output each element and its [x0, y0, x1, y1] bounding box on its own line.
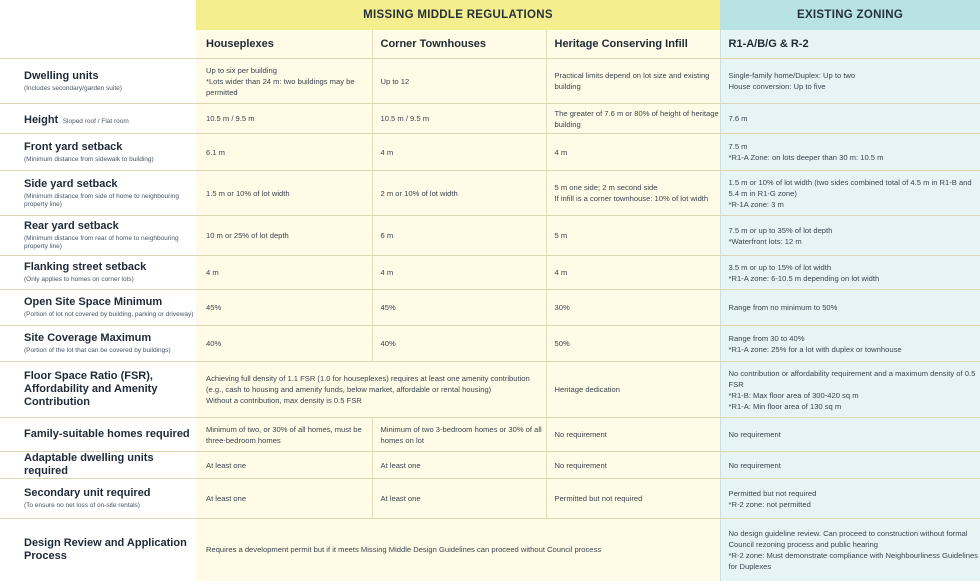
cell-existing: 7.5 m or up to 35% of lot depth *Waterfront lots: 12 m	[720, 216, 980, 256]
row-label-site-coverage: Site Coverage Maximum (Portion of the lot that can be covered by buildings)	[0, 326, 196, 362]
row-label-secondary-unit: Secondary unit required (To ensure no net loss of on-site rentals)	[0, 479, 196, 519]
cell-corner-townhouses: 4 m	[372, 134, 546, 171]
cell-corner-townhouses: Minimum of two 3-bedroom homes or 30% of all homes on lot	[372, 418, 546, 452]
cell-missing-middle-process: Requires a development permit but if it meets Missing Middle Design Guidelines can proceed without Council process	[196, 519, 720, 581]
existing-zoning-header: EXISTING ZONING	[720, 0, 980, 30]
cell-existing: Range from no minimum to 50%	[720, 290, 980, 326]
column-existing-zones: R1-A/B/G & R-2	[720, 30, 980, 59]
cell-existing: 3.5 m or up to 15% of lot width *R1-A zone: 6-10.5 m depending on lot width	[720, 256, 980, 290]
cell-heritage: 5 m one side; 2 m second side If infill is a corner townhouse: 10% of lot width	[546, 171, 720, 216]
column-header-row	[0, 30, 980, 59]
row-label-dwelling-units: Dwelling units (Includes secondary/garden suite)	[0, 59, 196, 104]
row-label-height: Height Sloped roof / Flat room	[0, 104, 196, 134]
cell-heritage: 30%	[546, 290, 720, 326]
cell-existing: No contribution or affordability requirement and a maximum density of 0.5 FSR *R1-B: Max floor area of 300-420 sq m *R1-A: Min floor area of 130 sq m	[720, 362, 980, 418]
cell-existing: No design guideline review. Can proceed to construction without formal Council rezoning process and public hearing *R-2 zone: Must demonstrate compliance with Neighbourliness Guidelines for Duplexes	[720, 519, 980, 581]
row-label-family-homes: Family-suitable homes required	[0, 418, 196, 452]
row-label-side-yard: Side yard setback (Minimum distance from side of home to neighbouring property line)	[0, 171, 196, 216]
cell-existing: 7.6 m	[720, 104, 980, 134]
column-corner-townhouses: Corner Townhouses	[372, 30, 546, 59]
table-row	[0, 326, 980, 362]
table-row	[0, 479, 980, 519]
table-row	[0, 104, 980, 134]
cell-houseplexes: At least one	[196, 479, 372, 519]
cell-existing: Permitted but not required *R-2 zone: not permitted	[720, 479, 980, 519]
row-label-flanking: Flanking street setback (Only applies to homes on corner lots)	[0, 256, 196, 290]
cell-houseplexes: At least one	[196, 452, 372, 479]
row-label-front-yard: Front yard setback (Minimum distance from sidewalk to building)	[0, 134, 196, 171]
missing-middle-header: MISSING MIDDLE REGULATIONS	[196, 0, 720, 30]
cell-corner-townhouses: At least one	[372, 479, 546, 519]
cell-corner-townhouses: 2 m or 10% of lot width	[372, 171, 546, 216]
column-heritage-infill: Heritage Conserving Infill	[546, 30, 720, 59]
cell-houseplexes: 4 m	[196, 256, 372, 290]
row-label-design-review: Design Review and Application Process	[0, 519, 196, 581]
cell-heritage: 4 m	[546, 134, 720, 171]
corner-blank	[0, 0, 196, 30]
cell-houseplexes: Up to six per building *Lots wider than 24 m: two buildings may be permitted	[196, 59, 372, 104]
cell-heritage: 5 m	[546, 216, 720, 256]
group-header-row	[0, 0, 980, 30]
cell-heritage: 50%	[546, 326, 720, 362]
table-row	[0, 519, 980, 581]
cell-corner-townhouses: 40%	[372, 326, 546, 362]
table-row	[0, 134, 980, 171]
table-row	[0, 418, 980, 452]
row-label-fsr: Floor Space Ratio (FSR), Affordability and Amenity Contribution	[0, 362, 196, 418]
cell-houseplexes: Minimum of two, or 30% of all homes, must be three-bedroom homes	[196, 418, 372, 452]
cell-heritage: Heritage dedication	[546, 362, 720, 418]
table-row	[0, 256, 980, 290]
cell-corner-townhouses: At least one	[372, 452, 546, 479]
table-row	[0, 290, 980, 326]
cell-houseplexes: 10 m or 25% of lot depth	[196, 216, 372, 256]
table-row	[0, 452, 980, 479]
cell-heritage: The greater of 7.6 m or 80% of height of heritage building	[546, 104, 720, 134]
cell-corner-townhouses: Up to 12	[372, 59, 546, 104]
table-row	[0, 59, 980, 104]
cell-existing: Range from 30 to 40% *R1-A zone: 25% for a lot with duplex or townhouse	[720, 326, 980, 362]
cell-heritage: Permitted but not required	[546, 479, 720, 519]
cell-corner-townhouses: 45%	[372, 290, 546, 326]
cell-heritage: No requirement	[546, 452, 720, 479]
cell-corner-townhouses: 10.5 m / 9.5 m	[372, 104, 546, 134]
cell-corner-townhouses: 6 m	[372, 216, 546, 256]
row-label-rear-yard: Rear yard setback (Minimum distance from rear of home to neighbouring property line)	[0, 216, 196, 256]
cell-houseplexes: 6.1 m	[196, 134, 372, 171]
table-row	[0, 171, 980, 216]
cell-existing: No requirement	[720, 452, 980, 479]
cell-existing: No requirement	[720, 418, 980, 452]
cell-houseplexes: 40%	[196, 326, 372, 362]
row-label-open-site: Open Site Space Minimum (Portion of lot not covered by building, parking or driveway)	[0, 290, 196, 326]
cell-existing: Single-family home/Duplex: Up to two House conversion: Up to five	[720, 59, 980, 104]
cell-houseplexes: 1.5 m or 10% of lot width	[196, 171, 372, 216]
cell-heritage: 4 m	[546, 256, 720, 290]
cell-houseplexes-townhouses: Achieving full density of 1.1 FSR (1.0 for houseplexes) requires at least one amenity contribution (e.g., cash to housing and amenity funds, below market, affordable or rental housing) Without a contribution, max density is 0.5 FSR	[196, 362, 546, 418]
cell-heritage: No requirement	[546, 418, 720, 452]
cell-houseplexes: 45%	[196, 290, 372, 326]
table-row	[0, 362, 980, 418]
table-row	[0, 216, 980, 256]
cell-heritage: Practical limits depend on lot size and existing building	[546, 59, 720, 104]
row-label-adaptable: Adaptable dwelling units required	[0, 452, 196, 479]
column-houseplexes: Houseplexes	[196, 30, 372, 59]
cell-corner-townhouses: 4 m	[372, 256, 546, 290]
cell-houseplexes: 10.5 m / 9.5 m	[196, 104, 372, 134]
cell-existing: 1.5 m or 10% of lot width (two sides combined total of 4.5 m in R1-B and 5.4 m in R1-G zone) *R-1A zone: 3 m	[720, 171, 980, 216]
cell-existing: 7.5 m *R1-A Zone: on lots deeper than 30 m: 10.5 m	[720, 134, 980, 171]
